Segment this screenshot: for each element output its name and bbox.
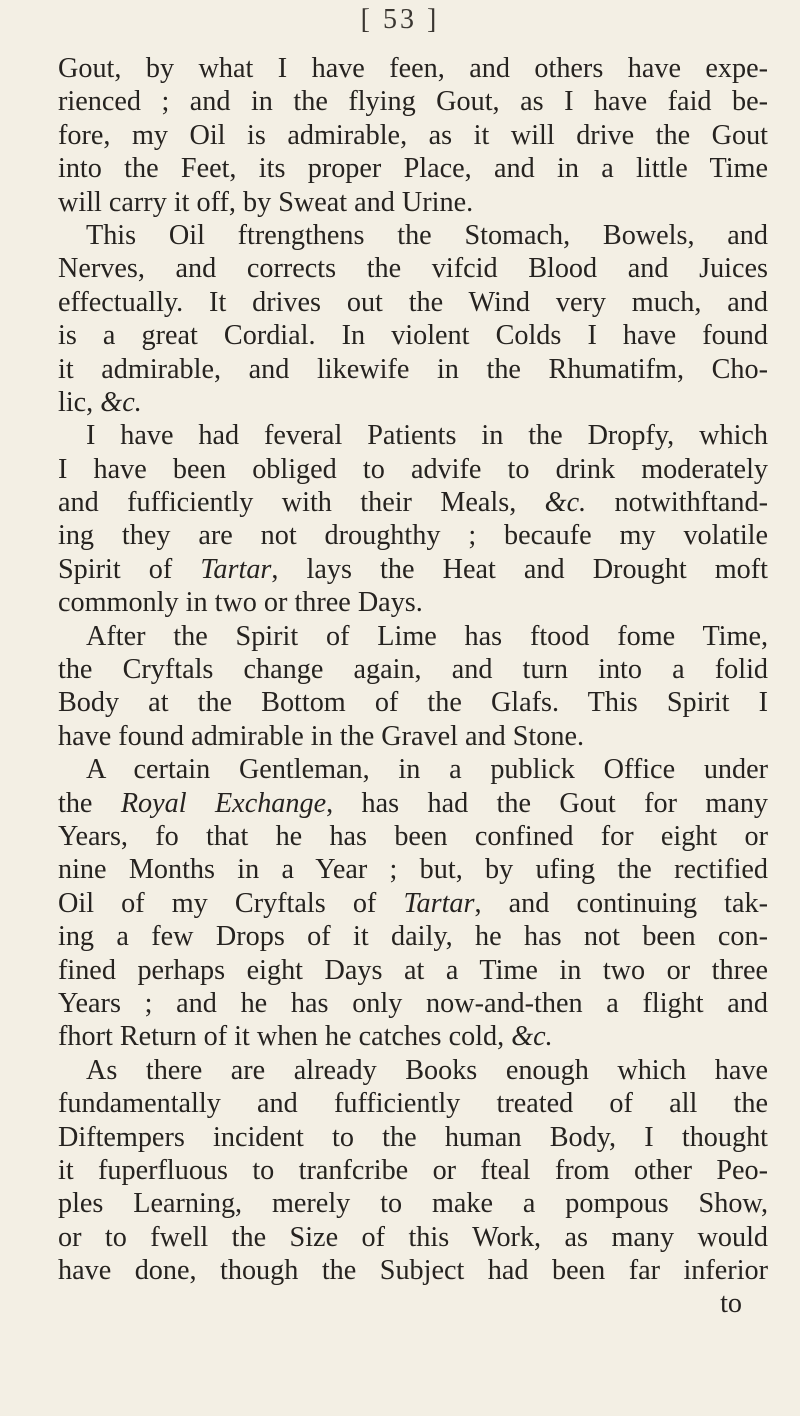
- text-line: fundamentally and fufficiently treated of all the: [58, 1088, 768, 1120]
- text-line: Diftempers incident to the human Body, I thought: [58, 1121, 768, 1153]
- text-line: This Oil ftrengthens the Stomach, Bowels, and: [86, 219, 768, 251]
- text-line: Spirit of Tartar, lays the Heat and Drought moft: [58, 553, 768, 585]
- catchword: to: [720, 1288, 742, 1320]
- text-line: rienced ; and in the flying Gout, as I have faid be-: [58, 86, 768, 118]
- text-line: As there are already Books enough which have: [86, 1054, 768, 1086]
- text-line: commonly in two or three Days.: [58, 587, 423, 619]
- text-line: fore, my Oil is admirable, as it will drive the Gout: [58, 119, 768, 151]
- text-line: ples Learning, merely to make a pompous Show,: [58, 1188, 768, 1220]
- page-number: [ 53 ]: [360, 4, 440, 35]
- text-line: the Royal Exchange, has had the Gout for many: [58, 787, 769, 819]
- text-line: have done, though the Subject had been far inferior: [58, 1255, 768, 1287]
- text-line: and fufficiently with their Meals, &c. notwithftand-: [58, 487, 768, 519]
- text-line: Gout, by what I have feen, and others have expe-: [58, 53, 768, 84]
- text-line: After the Spirit of Lime has ftood fome Time,: [86, 620, 768, 652]
- text-line: fhort Return of it when he catches cold, &c.: [58, 1021, 553, 1053]
- text-line: I have been obliged to advife to drink moderately: [58, 453, 768, 485]
- text-line: Years, fo that he has been confined for eight or: [58, 820, 768, 852]
- text-line: into the Feet, its proper Place, and in a little Time: [58, 153, 768, 185]
- text-line: effectually. It drives out the Wind very much, and: [58, 286, 768, 318]
- text-line: is a great Cordial. In violent Colds I have found: [58, 320, 768, 352]
- text-line: fined perhaps eight Days at a Time in two or three: [58, 954, 768, 986]
- text-line: the Cryftals change again, and turn into a folid: [58, 654, 768, 686]
- text-line: lic, &c.: [58, 386, 142, 418]
- text-line: nine Months in a Year ; but, by ufing the rectified: [58, 854, 768, 886]
- text-line: Oil of my Cryftals of Tartar, and continuing tak-: [58, 887, 768, 919]
- text-line: or to fwell the Size of this Work, as many would: [58, 1221, 768, 1253]
- text-line: ing they are not droughthy ; becaufe my volatile: [58, 520, 768, 552]
- text-line: have found admirable in the Gravel and Stone.: [58, 720, 584, 752]
- text-line: Years ; and he has only now-and-then a flight and: [58, 987, 768, 1019]
- text-line: it admirable, and likewife in the Rhumatifm, Cho-: [58, 353, 768, 385]
- text-line: will carry it off, by Sweat and Urine.: [58, 186, 474, 218]
- text-line: it fuperfluous to tranfcribe or fteal from other Peo-: [58, 1154, 768, 1186]
- text-line: I have had feveral Patients in the Dropfy, which: [86, 420, 768, 452]
- text-line: Nerves, and corrects the vifcid Blood and Juices: [58, 253, 768, 285]
- text-line: ing a few Drops of it daily, he has not been con-: [58, 921, 768, 953]
- text-line: A certain Gentleman, in a publick Office under: [86, 754, 768, 786]
- body-text: [58, 52, 768, 1321]
- text-line: Body at the Bottom of the Glafs. This Spirit I: [58, 687, 768, 719]
